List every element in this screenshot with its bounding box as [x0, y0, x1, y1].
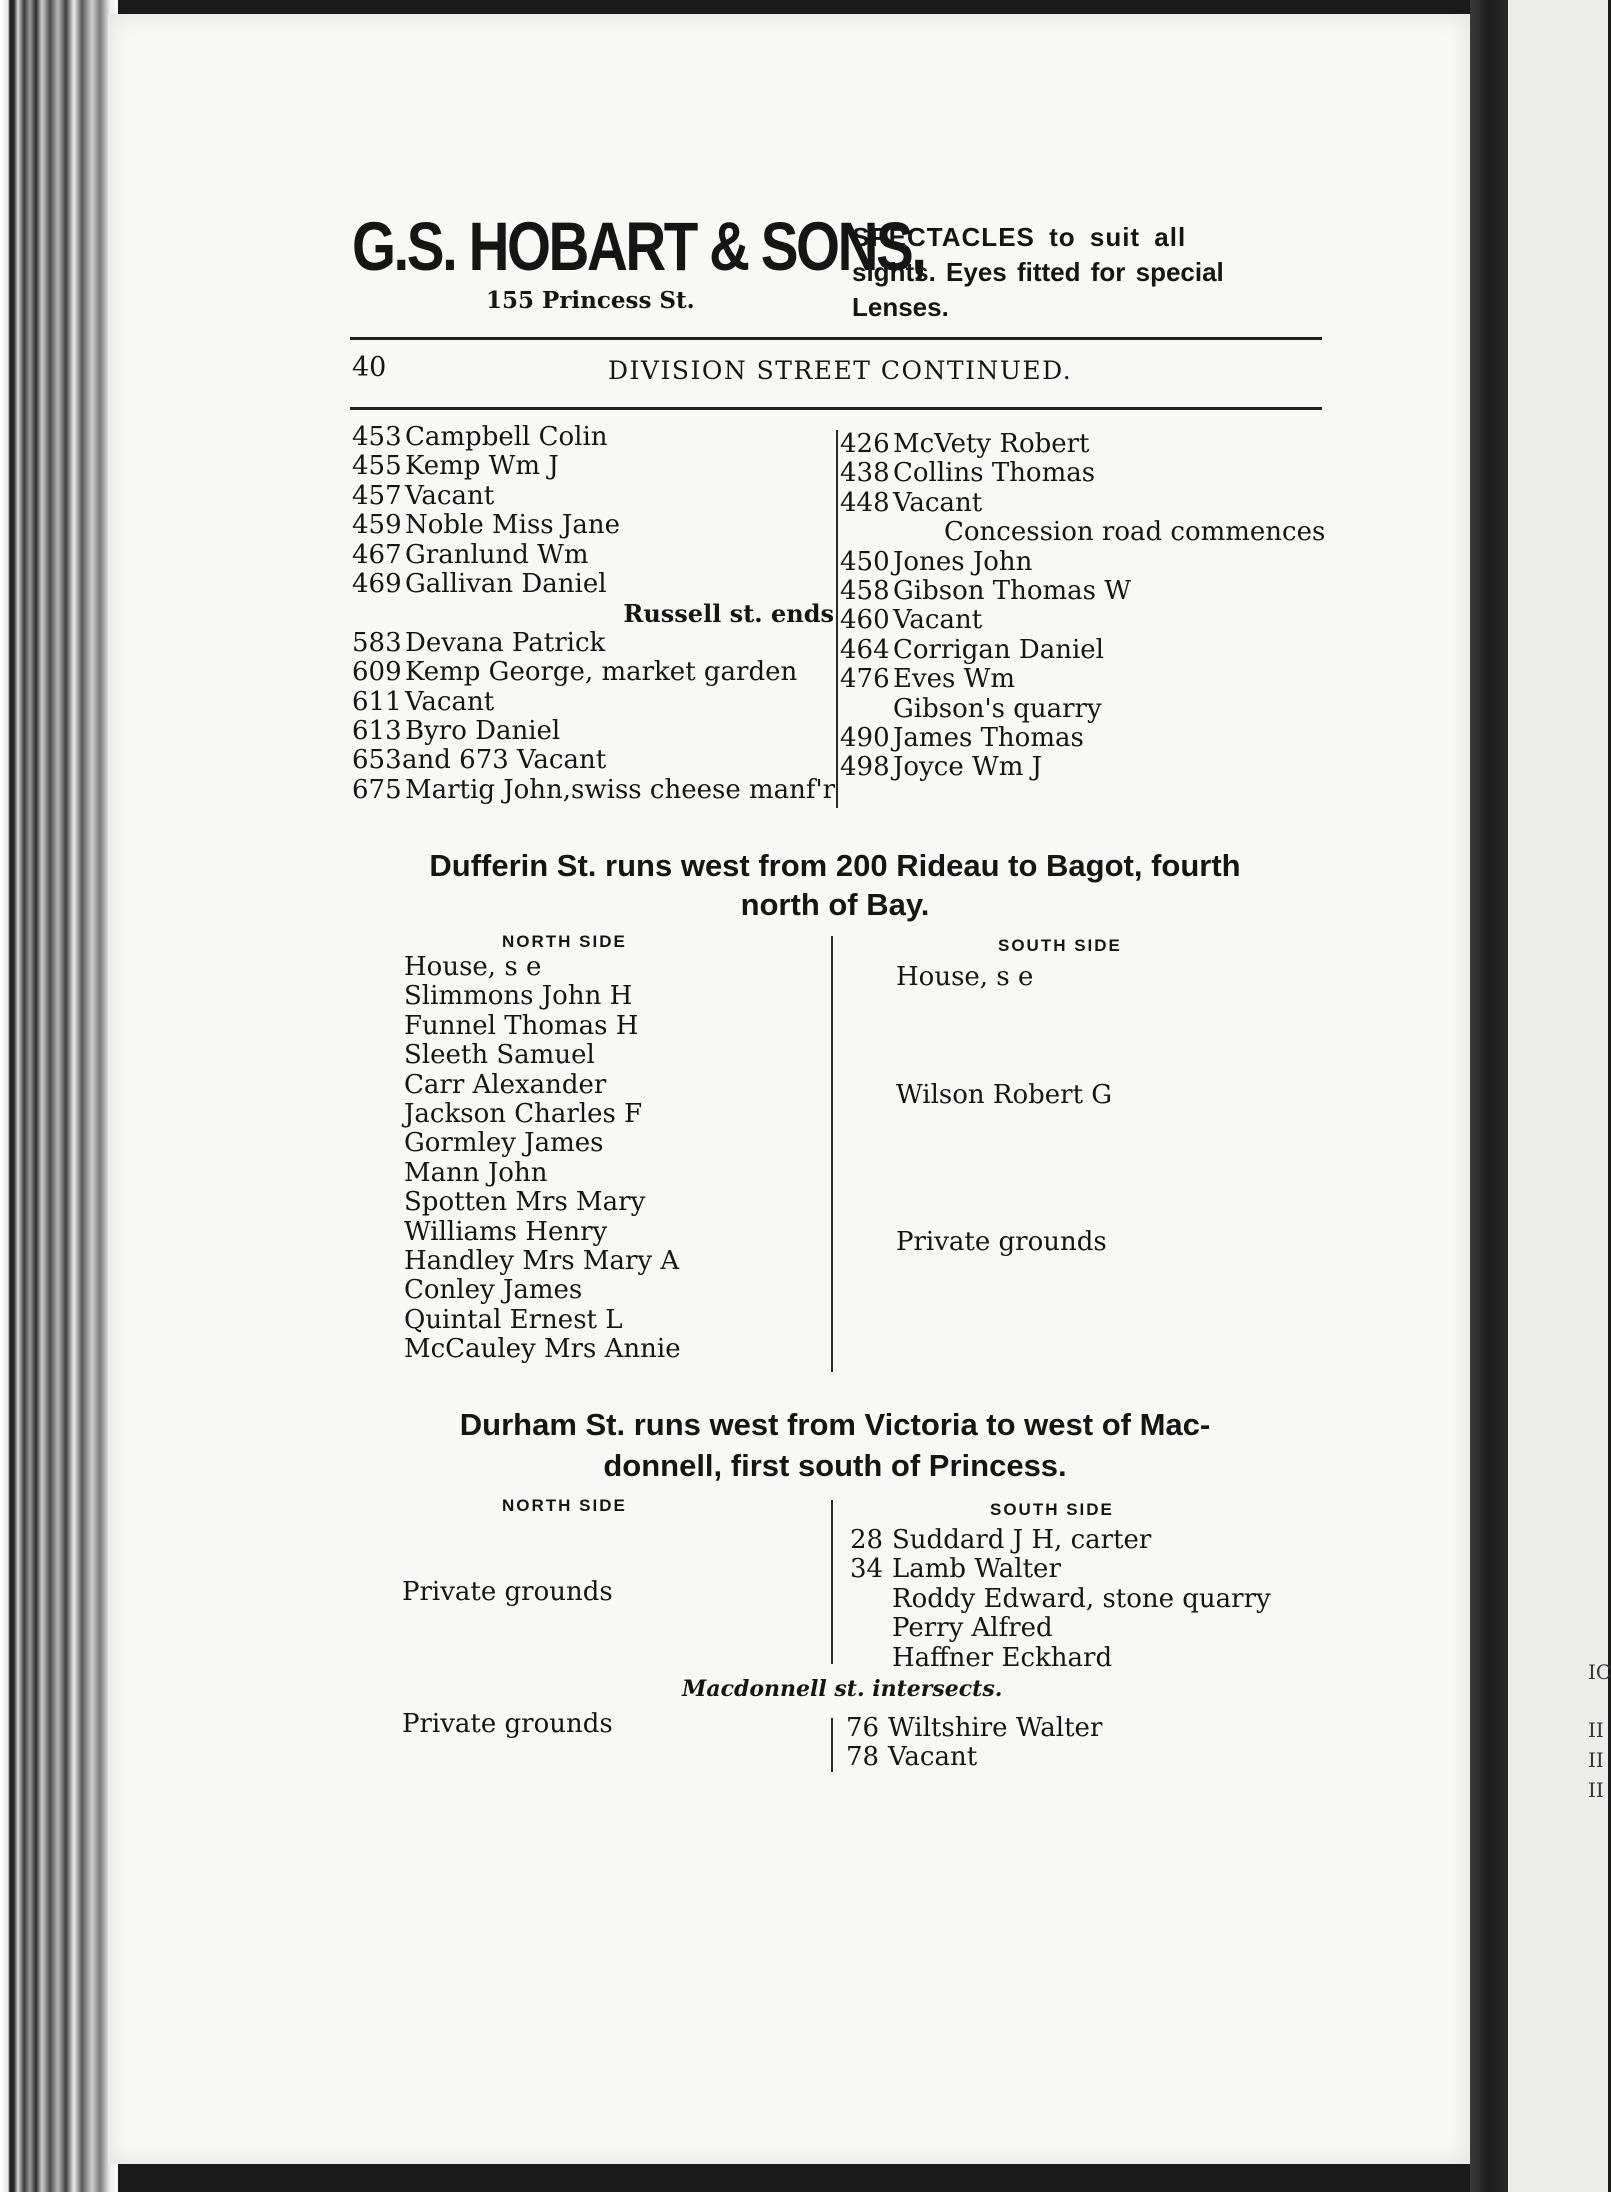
list-item: 583 Devana Patrick: [352, 627, 606, 658]
next-page-mark: II: [1588, 1748, 1604, 1772]
book-binding: [0, 0, 118, 2192]
street-heading: Durham St. runs west from Victoria to west of Mac-: [459, 1407, 1211, 1442]
list-item: 458 Gibson Thomas W: [840, 575, 1131, 606]
division-left-column: [352, 423, 835, 805]
list-item: Wilson Robert G: [896, 1080, 1113, 1110]
list-item: Mann John: [404, 1157, 548, 1188]
list-item: 34 Lamb Walter: [850, 1554, 1061, 1585]
list-item: 453 Campbell Colin: [352, 422, 608, 452]
list-item: Private grounds: [402, 1709, 613, 1739]
column-divider: [831, 936, 833, 1372]
list-item: Gormley James: [404, 1128, 604, 1159]
list-item: Conley James: [404, 1275, 583, 1306]
list-item: Slimmons John H: [404, 981, 633, 1012]
list-item: Haffner Eckhard: [892, 1642, 1113, 1673]
list-item: 450 Jones John: [840, 546, 1033, 577]
list-item: Sleeth Samuel: [404, 1040, 595, 1071]
list-item: 460 Vacant: [840, 605, 983, 636]
list-item: Carr Alexander: [404, 1069, 607, 1100]
title-rule: [350, 407, 1322, 410]
list-item: 464 Corrigan Daniel: [840, 634, 1104, 665]
street-heading: north of Bay.: [740, 887, 930, 922]
list-item: Handley Mrs Mary A: [404, 1245, 680, 1276]
header-rule: [350, 337, 1322, 340]
running-title: DIVISION STREET CONTINUED.: [608, 356, 1073, 385]
street-heading: donnell, first south of Princess.: [603, 1448, 1067, 1483]
column-divider: [836, 430, 838, 808]
next-page-mark: IC: [1588, 1660, 1611, 1684]
list-item: Roddy Edward, stone quarry: [892, 1583, 1271, 1614]
list-item: 498 Joyce Wm J: [840, 752, 1043, 783]
advertiser-address: 155 Princess St.: [486, 287, 695, 314]
division-right-column: [840, 430, 1325, 783]
list-item: Jackson Charles F: [404, 1098, 643, 1129]
list-item: 653and 673 Vacant: [352, 745, 607, 776]
south-side-label: SOUTH SIDE: [998, 936, 1122, 955]
ad-line: SPECTACLES to suit all: [852, 222, 1187, 252]
list-item: Quintal Ernest L: [404, 1304, 623, 1335]
list-item: 455 Kemp Wm J: [352, 451, 559, 482]
column-divider: [831, 1500, 833, 1664]
durham-south-list: [850, 1526, 1271, 1673]
list-item: Funnel Thomas H: [404, 1010, 639, 1041]
street-note: Gibson's quarry: [893, 693, 1102, 724]
list-item: 28 Suddard J H, carter: [850, 1525, 1152, 1555]
ad-line: Lenses.: [852, 292, 949, 322]
list-item: Private grounds: [402, 1577, 613, 1607]
street-note: Concession road commences: [944, 517, 1326, 548]
street-note: Russell st. ends: [623, 599, 834, 629]
list-item: 476 Eves Wm: [840, 664, 1016, 695]
list-item: 467 Granlund Wm: [352, 539, 589, 570]
list-item: 469 Gallivan Daniel: [352, 568, 607, 599]
south-side-label: SOUTH SIDE: [990, 1500, 1114, 1519]
advertisement-text: [852, 220, 1332, 325]
list-item: 78 Vacant: [846, 1742, 978, 1773]
intersection-note: Macdonnell st. intersects.: [682, 1676, 1003, 1702]
ad-line: sights. Eyes fitted for special: [852, 257, 1224, 287]
list-item: 609 Kemp George, market garden: [352, 657, 798, 688]
list-item: 675 Martig John,swiss cheese manf'r: [352, 774, 836, 805]
list-item: House, s e: [896, 962, 1034, 992]
list-item: 459 Noble Miss Jane: [352, 510, 620, 541]
list-item: 613 Byro Daniel: [352, 715, 561, 746]
list-item: 426 McVety Robert: [840, 429, 1090, 459]
list-item: Perry Alfred: [892, 1613, 1053, 1644]
list-item: 448 Vacant: [840, 487, 983, 518]
list-item: Private grounds: [896, 1227, 1107, 1257]
next-page-mark: II: [1588, 1718, 1604, 1742]
list-item: 76 Wiltshire Walter: [846, 1713, 1103, 1743]
durham-south-list-2: [846, 1714, 1102, 1773]
advertiser-name: G.S. HOBART & SONS,: [352, 208, 925, 285]
north-side-label: NORTH SIDE: [502, 1496, 627, 1515]
next-page-edge: [1508, 0, 1611, 2192]
gutter: [1470, 0, 1508, 2192]
list-item: House, s e: [404, 952, 542, 982]
list-item: Spotten Mrs Mary: [404, 1187, 646, 1218]
page-number: 40: [352, 352, 387, 383]
list-item: Williams Henry: [404, 1216, 608, 1247]
list-item: McCauley Mrs Annie: [404, 1334, 681, 1365]
list-item: 611 Vacant: [352, 686, 495, 717]
column-divider: [831, 1718, 833, 1772]
dufferin-north-list: [404, 953, 681, 1364]
north-side-label: NORTH SIDE: [502, 932, 627, 951]
street-heading: Dufferin St. runs west from 200 Rideau to Bagot, fourth: [429, 848, 1241, 883]
next-page-mark: II: [1588, 1778, 1604, 1802]
list-item: 438 Collins Thomas: [840, 458, 1096, 489]
list-item: 490 James Thomas: [840, 722, 1084, 753]
list-item: 457 Vacant: [352, 480, 495, 511]
